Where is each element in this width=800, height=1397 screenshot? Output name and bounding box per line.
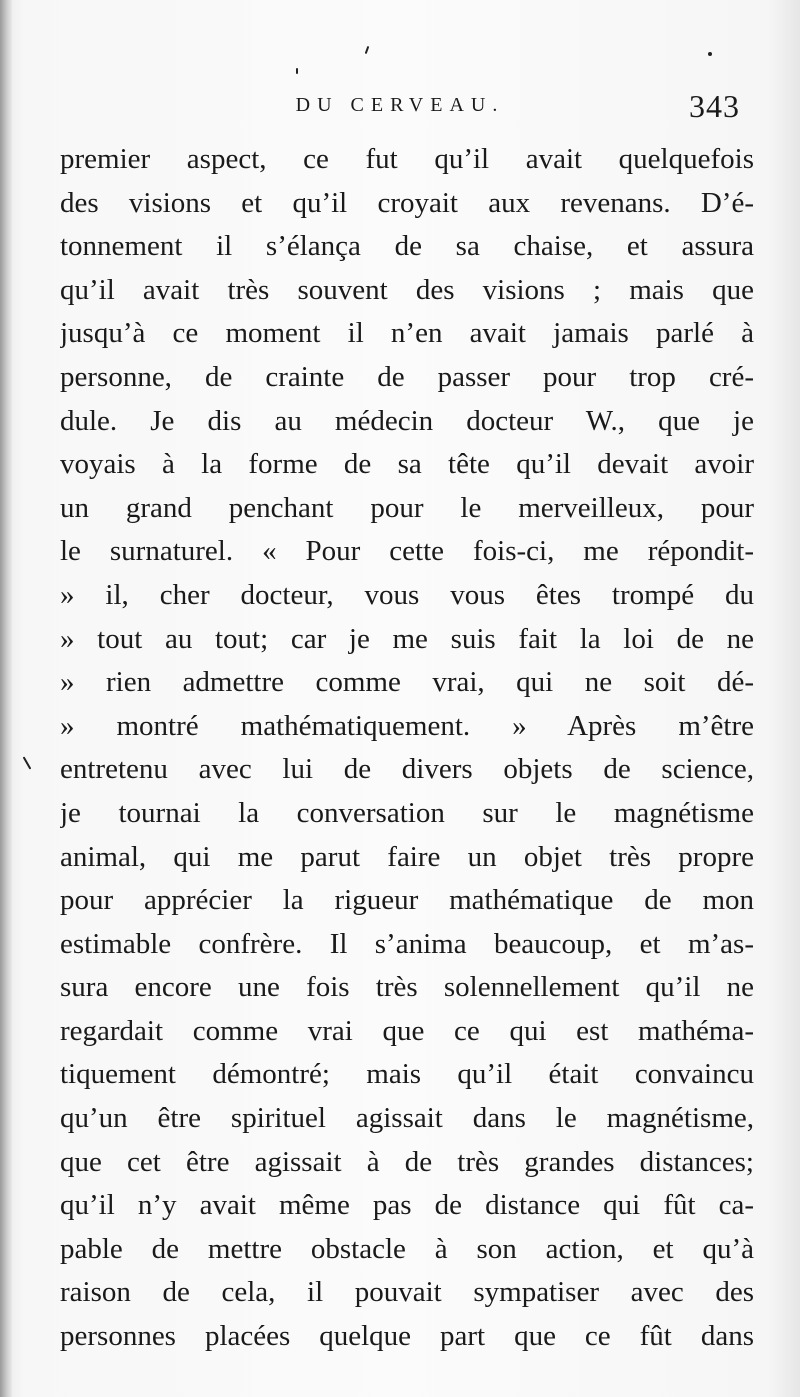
text-line: sura encore une fois très solennellement qu’il ne <box>60 971 754 1004</box>
text-line: entretenu avec lui de divers objets de science, <box>60 753 754 786</box>
text-line: pable de mettre obstacle à son action, et qu’à <box>60 1232 754 1265</box>
page-header <box>60 88 740 128</box>
text-line: personne, de crainte de passer pour trop cré- <box>60 360 754 393</box>
running-head: DU CERVEAU. <box>295 94 505 116</box>
text-line: » tout au tout; car je me suis fait la loi de ne <box>60 622 754 655</box>
ink-speck <box>296 68 298 74</box>
text-line: voyais à la forme de sa tête qu’il devait avoir <box>60 448 754 481</box>
text-line: tiquement démontré; mais qu’il était convaincu <box>60 1058 754 1091</box>
text-line: estimable confrère. Il s’anima beaucoup, et m’as- <box>60 927 754 960</box>
text-line: un grand penchant pour le merveilleux, pour <box>60 491 754 524</box>
text-line: jusqu’à ce moment il n’en avait jamais parlé à <box>60 317 754 350</box>
text-line: regardait comme vrai que ce qui est mathéma- <box>60 1014 754 1047</box>
text-line: raison de cela, il pouvait sympatiser avec des <box>60 1276 754 1309</box>
text-line: animal, qui me parut faire un objet très propre <box>60 840 754 873</box>
text-line: » rien admettre comme vrai, qui ne soit dé- <box>60 666 754 699</box>
text-line: » il, cher docteur, vous vous êtes trompé du <box>60 578 754 611</box>
text-line: premier aspect, ce fut qu’il avait quelquefois <box>60 143 754 175</box>
text-line: que cet être agissait à de très grandes distances; <box>60 1145 754 1178</box>
text-line: le surnaturel. « Pour cette fois-ci, me répondit- <box>60 535 754 568</box>
text-line: dule. Je dis au médecin docteur W., que je <box>60 404 754 437</box>
text-line: qu’il avait très souvent des visions ; mais que <box>60 273 754 306</box>
page-number: 343 <box>689 88 740 124</box>
text-line: pour apprécier la rigueur mathématique de mon <box>60 884 754 917</box>
text-line: qu’un être spirituel agissait dans le magnétisme, <box>60 1102 754 1135</box>
text-line: qu’il n’y avait même pas de distance qui fût ca- <box>60 1189 754 1222</box>
ink-speck <box>708 52 712 56</box>
text-line: » montré mathématiquement. » Après m’être <box>60 709 754 742</box>
page-gutter-shadow <box>0 0 12 1397</box>
ink-speck <box>365 46 370 54</box>
text-line: personnes placées quelque part que ce fût dans <box>60 1320 754 1353</box>
text-line: des visions et qu’il croyait aux revenans. D’é- <box>60 186 754 219</box>
text-line: je tournai la conversation sur le magnétisme <box>60 796 754 829</box>
ink-speck <box>23 756 32 769</box>
body-text <box>60 138 754 1359</box>
text-line: tonnement il s’élança de sa chaise, et assura <box>60 230 754 263</box>
